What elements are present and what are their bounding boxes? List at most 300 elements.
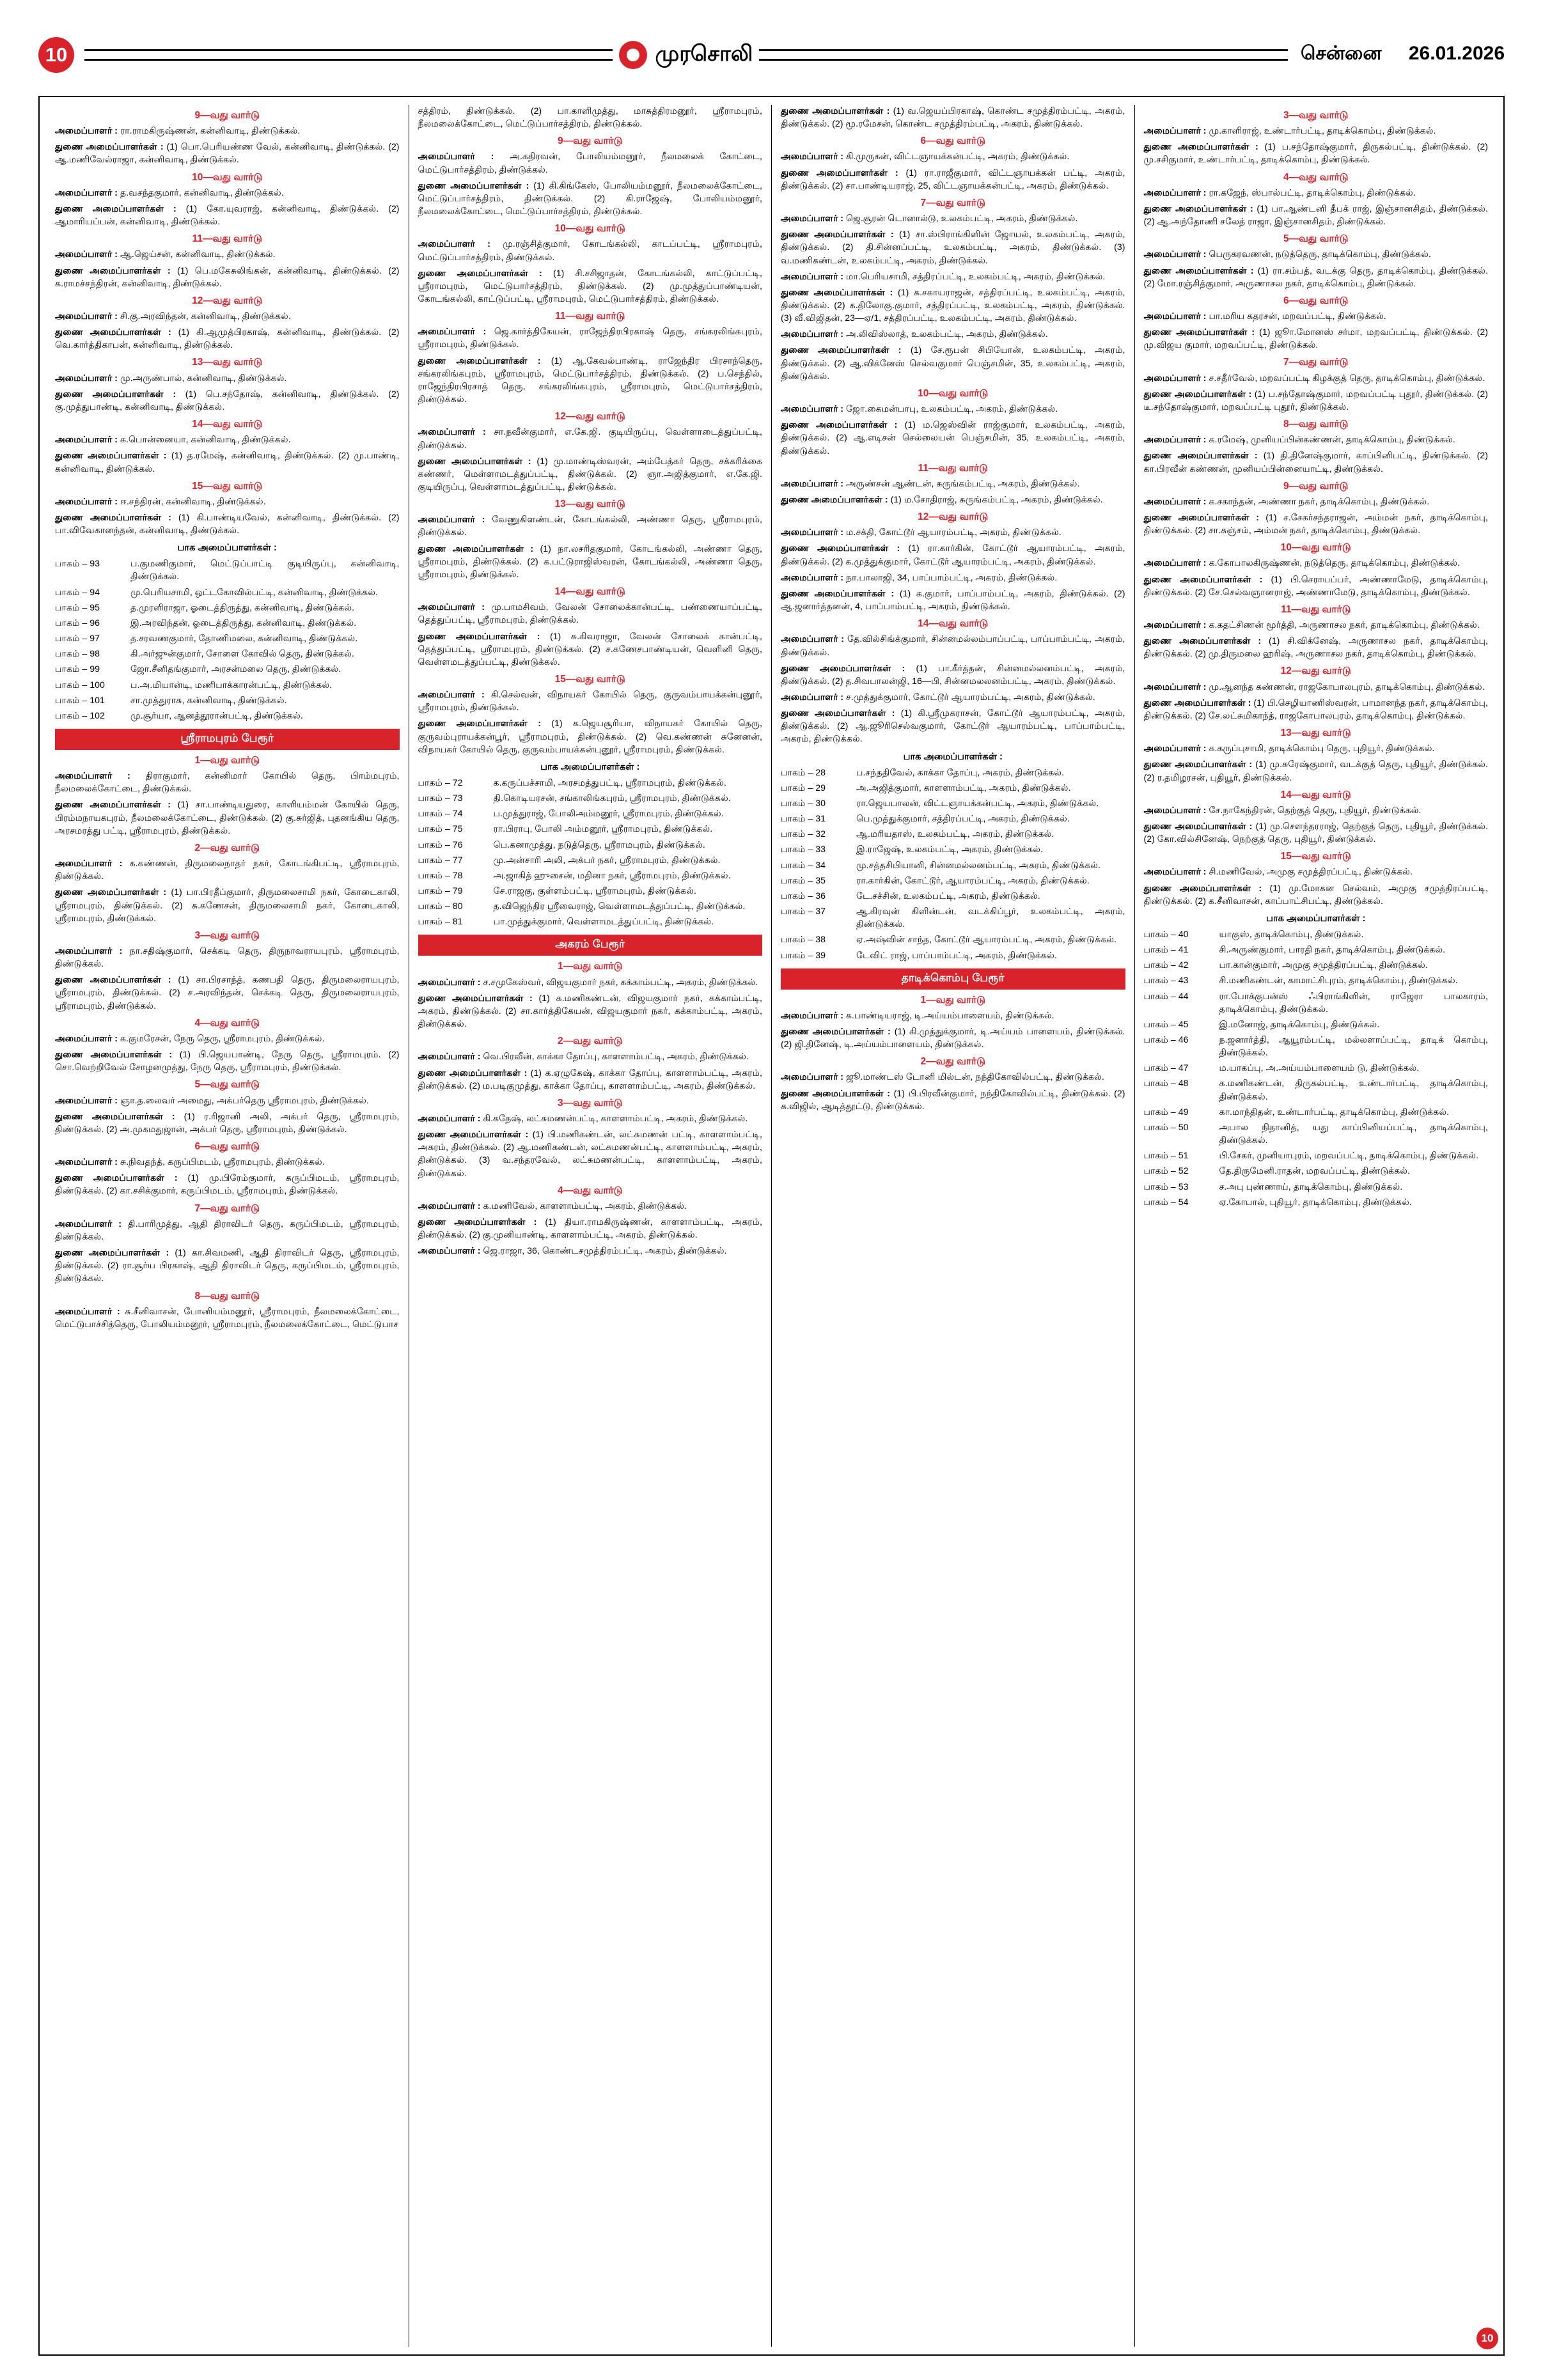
list-item-key: பாகம் – 93 [55,559,100,570]
paragraph: துணை அமைப்பாளர்கள் : (1) த.ரமேஷ், கன்னிவாடி, திண்டுக்கல். (2) மு.பாண்டி, கன்னிவாடி, திண்டுக்கல். [55,451,400,474]
list-item-key: பாகம் – 101 [55,695,105,706]
list-item-value: டே.சச்சின், உலகம்பட்டி, அகரம், திண்டுக்கல். [856,891,1040,901]
list-item-value: யாகுஸ், தாடிக்கொம்பு, திண்டுக்கல். [1219,929,1364,940]
list-item-key: பாகம் – 94 [55,587,100,598]
ward-heading: 4—வது வார்டு [194,1017,260,1029]
list-item-key: பாகம் – 78 [418,870,463,881]
list-item-key: பாகம் – 47 [1143,1063,1189,1074]
list-item [1144,990,1489,1016]
list-item-key: பாகம் – 44 [1143,991,1189,1002]
list-item [781,843,1125,856]
ward-heading: 6—வது வார்டு [1283,295,1349,306]
list-item [418,885,763,898]
paragraph: அமைப்பாளர் : மு.பாமசிவம், வேலன் சோலைக்கான்பட்டி, பண்ணையாப்பட்டி, தெத்துப்பட்டி, ஸ்ரீராமபுரம், திண்டுக்கல். [418,602,762,626]
masthead-rule-right [759,49,1287,61]
ward-heading: 1—வது வார்டு [194,754,260,766]
list-item-key: பாகம் – 99 [55,664,100,675]
list-item [55,710,400,722]
list-item-key: பாகம் – 72 [418,777,463,788]
list-item-value: மு.சூர்யா, ஆனத்தூரான்பட்டி, திண்டுக்கல். [130,710,303,721]
paragraph: துணை அமைப்பாளர்கள் : (1) ப.சந்தோஷ்குமார், மறவப்பட்டி புதூர், திண்டுக்கல். (2) டீ.சந்தோஷ்குமார், மறவப்பட்டி புதூர், திண்டுக்கல். [1143,389,1488,412]
ward-heading: 9—வது வார்டு [194,110,260,121]
paragraph: துணை அமைப்பாளர்கள் : (1) ஆ.கேவல்பாண்டி, ராஜேந்திர பிரசாந்தெரு, சங்கரலிங்கபுரம், ஸ்ரீராமபுரம், மெட்டுபார்சத்திரம், திண்டுக்கல். (2) ப.செந்தில், ராஜேந்திரபிரசாத் தெரு, சங்கரலிங்கபுரம், ஸ்ரீராமபுரம், மெட்டுபார்சத்திரம், திண்டுக்கல். [418,355,762,405]
list-item [418,792,763,805]
list-item [781,813,1125,825]
list-item-value: ப.சந்ததிவேல், காக்கா தோப்பு, அகரம், திண்டுக்கல். [856,767,1065,778]
list-item-key: பாகம் – 49 [1143,1107,1189,1117]
paragraph: துணை அமைப்பாளர்கள் : (1) ரா.சம்பத், வடக்கு தெரு, தாடிக்கொம்பு, திண்டுக்கல். (2) மோ.ரஞ்சித்குமார், அருணாசல நகர், தாடிக்கொம்பு, திண்டுக்கல். [1143,265,1488,289]
paragraph: துணை அமைப்பாளர்கள் : (1) ச.சேகர்சந்தராஜன், அம்மன் நகர், தாடிக்கொம்பு, திண்டுக்கல். (2) சா.சுஞ்சம், அம்மன் நகர், தாடிக்கொம்பு, திண்டுக்கல். [1143,512,1488,536]
list-item [1144,1062,1489,1075]
list-item-value: மு.சத்தசிபியானி, சின்னமல்லனம்பட்டி, அகரம், திண்டுக்கல். [856,860,1100,871]
paragraph: துணை அமைப்பாளர்கள் : (1) கோ.யுவராஜ், கன்னிவாடி, திண்டுக்கல். (2) ஆமாரியப்பன், கன்னிவாடி, திண்டுக்கல். [55,203,400,228]
subsection-heading: பாக அமைப்பாளர்கள் : [1266,913,1366,924]
paragraph: அமைப்பாளர் : அருண்சன் ஆண்டன், சுருங்கம்பட்டி, அகரம், திண்டுக்கல். [781,478,1080,489]
list-item [55,557,400,583]
list-item [55,663,400,676]
ward-heading: 10—வது வார்டு [554,223,625,235]
paragraph: அமைப்பாளர் : ச.சதீர்வேல், மறவப்பட்டி கிழக்குத் தெரு, தாடிக்கொம்பு, திண்டுக்கல். [1143,373,1485,384]
ward-heading: 15—வது வார்டு [1280,851,1351,862]
masthead-rule-left [84,49,613,61]
list-item [781,797,1125,810]
paragraph: அமைப்பாளர் : ஈ.சந்திரன், கன்னிவாடி, திண்டுக்கல். [55,496,266,507]
ward-heading: 11—வது வார்டு [1281,603,1351,615]
list-item-value: கி.அர்ஜுன்குமார், சோளை கோவில் தெரு, திண்டுக்கல். [130,649,354,660]
list-item-key: பாகம் – 34 [781,860,826,871]
ward-heading: 7—வது வார்டு [194,1202,260,1214]
list-item-value: த.விஜெந்திர ஸ்ரீவைராஜ், வெள்ளாமடத்துப்பட்டி, திண்டுக்கல். [493,901,746,912]
paragraph: துணை அமைப்பாளர்கள் : (1) ரா.ராஜீகுமார், விட்டஞாயக்கன் பட்டி, அகரம், திண்டுக்கல். (2) சா.பாண்டியராஜ், 25, விட்டஞாயக்கன்பட்டி, அகரம், திண்டுக்கல். [781,167,1125,191]
list-item-key: பாகம் – 31 [781,814,826,825]
ward-heading: 15—வது வார்டு [554,674,625,685]
paragraph: துணை அமைப்பாளர்கள் : (1) சி.சசிஜாதன், கோடங்கல்லி, காட்டுப்பட்டி, ஸ்ரீராமபுரம், மெட்டுபார்சத்திரம், திண்டுக்கல். (2) மு.முத்துப்பாண்டியன், கோடங்கல்லி, காட்டுப்பட்டி, ஸ்ரீராமபுரம், மெட்டுபார்சத்திரம், திண்டுக்கல். [418,268,763,304]
list-item-key: பாகம் – 98 [55,649,100,660]
ward-heading: 13—வது வார்டு [192,357,263,368]
ward-heading: 8—வது வார்டு [194,1290,260,1302]
paragraph: துணை அமைப்பாளர்கள் : (1) சா.பாண்டியதுரை, காளியம்மன் கோயில் தெரு, பிரம்மநாயகபுரம், நீலமலைக்கோட்டை, திண்டுக்கல். (2) கு.சுர்ஜித், புதனங்கிய தெரு, அரசமரத்து பட்டி, ஸ்ரீராமபுரம், திண்டுக்கல். [55,800,400,836]
paragraph: அமைப்பாளர் : மு.காளிராஜ், உண்டார்பட்டி, தாடிக்கொம்பு, திண்டுக்கல். [1143,126,1436,137]
paragraph: அமைப்பாளர் : க.கதட்சிணன் மூர்த்தி, அருணாசல நகர், தாடிக்கொம்பு, திண்டுக்கல். [1143,620,1480,631]
paragraph: அமைப்பாளர் : வெ.பிரவீன், காக்கா தோப்பு, காளளாம்பட்டி, அகரம், திண்டுக்கல். [418,1052,749,1062]
paragraph: அமைப்பாளர் : சா.நவீன்குமார், எ.கே.ஜி. குடியிருப்பு, வெள்ளாடைத்துப்பட்டி, திண்டுக்கல். [418,427,762,451]
paragraph: அமைப்பாளர் : பெருகரவணன், நடுத்தெரு, தாடிக்கொம்பு, திண்டுக்கல். [1143,249,1431,260]
list-item-value: பா.முத்துக்குமார், வெள்ளாமடத்துப்பட்டி, திண்டுக்கல். [493,917,714,928]
ward-heading: 10—வது வார்டு [918,387,989,399]
paragraph: துணை அமைப்பாளர்கள் : (1) சே.ரூபன் சிபியோன், உலகம்பட்டி, அகரம், திண்டுக்கல். (2) ஆ.விக்னேஸ் செல்வகுமார் பெஞ்சமின், 35, உலகம்பட்டி, அகரம், திண்டுக்கல். [781,345,1125,382]
paragraph: துணை அமைப்பாளர்கள் : (1) மு.சுரேஷ்குமார், வடக்குத் தெரு, புதியூர், திண்டுக்கல். (2) ர.தமிழரசன், புதியூர், திண்டுக்கல். [1143,759,1488,783]
paragraph: துணை அமைப்பாளர்கள் : (1) பெ.மகேசுலிங்கன், கன்னிவாடி, திண்டுக்கல். (2) க.ராமச்சந்திரன், கன்னிவாடி, திண்டுக்கல். [55,265,400,289]
list-item-key: பாகம் – 73 [418,793,463,804]
sun-icon [619,41,647,69]
list-item-value: தே.திருமேனி.ராதன், மறவப்பட்டி, திண்டுக்கல். [1219,1166,1410,1177]
paragraph: அமைப்பாளர் : ஜெ.கார்த்திகேயன், ராஜேந்திரபிரகாஷ் தெரு, சங்கரலிங்கபுரம், ஸ்ரீராமபுரம், திண்டுக்கல். [418,327,762,350]
list-item [55,617,400,630]
paragraph: துணை அமைப்பாளர்கள் : (1) கி.பாண்டியவேல், கன்னிவாடி, திண்டுக்கல். (2) பா.விவேகானந்தன், கன்னிவாடி, திண்டுக்கல். [55,512,400,536]
paragraph: அமைப்பாளர் : ஜூ.மாண்டஸ் டோனி மில்டன், நந்திகோவில்பட்டி, திண்டுக்கல். [781,1072,1104,1083]
paragraph: துணை அமைப்பாளர்கள் : (1) பி.மணிகண்டன், லட்சுமணன் பட்டி, காளளாம்பட்டி, அகரம், திண்டுக்கல். (2) ஆ.மணிகண்டன், லட்சுமணன்பட்டி, காளளாம்பட்டி, அகரம், திண்டுக்கல். (3) வ.சந்தரவேல், லட்சுமணன்பட்டி, காளளாம்பட்டி, அகரம், திண்டுக்கல். [418,1130,762,1179]
list-item [55,679,400,692]
list-item-key: பாகம் – 32 [781,829,826,840]
ward-heading: 12—வது வார்டு [918,511,989,523]
text-column [1134,105,1498,2347]
paragraph: அமைப்பாளர் : அ.லிவிஸ்லாத், உலகம்பட்டி, அகரம், திண்டுக்கல். [781,329,1048,340]
list-item [781,782,1125,795]
paragraph: துணை அமைப்பாளர்கள் : (1) மு.செளந்தரராஜ், தெற்குத் தெரு, புதியூர், திண்டுக்கல். (2) கோ.வில்சினேஷ், நெற்குத் தெரு, புதியூர், திண்டுக்கல். [1143,821,1489,845]
edition-date: 26.01.2026 [1408,43,1505,64]
paragraph: துணை அமைப்பாளர்கள் : (1) க.ஏழுகேஷ், காக்கா தோப்பு, காளளாம்பட்டி, அகரம், திண்டுக்கல். (2) ம.படிகுமுத்து, காக்கா தோப்பு, காளளாம்பட்டி, அகரம், திண்டுக்கல். [418,1068,762,1091]
section-heading-bar: அகரம் பேரூர் [418,935,763,956]
ward-heading: 12—வது வார்டு [192,295,263,306]
list-item-key: பாகம் – 52 [1143,1166,1189,1177]
list-item-key: பாகம் – 48 [1143,1078,1189,1089]
paragraph: அமைப்பாளர் : த.வசந்தகுமார், கன்னிவாடி, திண்டுக்கல். [55,187,284,198]
list-item-key: பாகம் – 46 [1143,1035,1189,1046]
list-item-key: பாகம் – 40 [1143,929,1189,940]
list-item-value: ரா.பிராபு, போலி அம்மனூர், ஸ்ரீராமபுரம், திண்டுக்கல். [493,824,713,835]
ward-heading: 2—வது வார்டு [194,842,260,853]
paragraph: அமைப்பாளர் : கி.முருகன், விட்டஞாயக்கன்பட்டி, அகரம், திண்டுக்கல். [781,152,1070,162]
list-item [55,602,400,614]
paragraph: அமைப்பாளர் : மா.பெரியசாமி, சத்திரப்பட்டி, உலகம்பட்டி, அகரம், திண்டுக்கல். [781,271,1106,282]
list-item-key: பாகம் – 43 [1143,976,1189,986]
list-item-key: பாகம் – 96 [55,618,100,628]
list-item-value: ஜோ.சீனிதங்குமார், அரசன்மலை தெரு, திண்டுக்கல். [130,664,341,675]
paragraph: துணை அமைப்பாளர்கள் : (1) தி.தினேஷ்குமார், காப்பினிபட்டி, திண்டுக்கல். (2) கா.பிரவீன் கண்ணன், முனியப்பின்னையாட்டி, திண்டுக்கல். [1143,451,1488,474]
paragraph: துணை அமைப்பாளர்கள் : (1) சா.ஸ்பிராங்கிளின் ஜோயல், உலகம்பட்டி, அகரம், திண்டுக்கல். (2) தி.சின்னப்பட்டி, உலகம்பட்டி, அகரம், திண்டுக்கல். (3) வ.மணிகண்டன், உலகம்பட்டி, அகரம், திண்டுக்கல். [781,229,1125,266]
list-item-value: இ.ராஜேஷ், உலகம்பட்டி, அகரம், திண்டுக்கல். [856,844,1043,855]
list-item-key: பாகம் – 30 [781,798,826,809]
list-item [1144,1077,1489,1103]
list-item [55,632,400,645]
list-item [418,807,763,820]
list-item [418,854,763,867]
paragraph: துணை அமைப்பாளர்கள் : (1) சு.கிவராஜா, வேலன் சோலைக் கான்பட்டி, தெத்துப்பட்டி, ஸ்ரீராமபுரம், திண்டுக்கல். (2) ச.கணேசபாண்டியன், வெளினி தெரு, வெள்ளமடத்துப்பட்டி, திண்டுக்கல். [418,631,762,667]
ward-heading: 8—வது வார்டு [1283,419,1349,430]
text-column [771,105,1134,2347]
list-item-value: ரா.போக்குபன்ஸ் ஃபிராங்கிளின், ராஜேரா பாலகாரம், தாடிக்கொம்பு, திண்டுக்கல். [1219,991,1488,1015]
list-item-value: ஆ.கிரவுன் கிளின்டன், வடக்கிப்பூர், உலகம்பட்டி, அகரம், திண்டுக்கல். [856,906,1125,930]
list-item [418,900,763,913]
subsection-heading: பாக அமைப்பாளர்கள் : [540,761,640,772]
subsection-heading: பாக அமைப்பாளர்கள் : [177,543,277,554]
list-item [1144,1018,1489,1031]
masthead [38,26,1505,84]
section-heading-bar: தாடிக்கொம்பு பேரூர் [781,968,1125,990]
paragraph: துணை அமைப்பாளர்கள் : (1) ஜூா.மோனஸ் சர்மா, மறவப்பட்டி, திண்டுக்கல். (2) மு.விஜய குமார், மறவப்பட்டி, திண்டுக்கல். [1143,327,1488,351]
list-item-value: இ.அரவிந்தன், ஓடைத்திருத்து, கன்னிவாடி, திண்டுக்கல். [130,618,357,628]
paragraph: அமைப்பாளர் : பா.மரிய கதரசன், மறவப்பட்டி, திண்டுக்கல். [1143,311,1386,322]
paragraph: அமைப்பாளர் : க.பொன்னையா, கன்னிவாடி, திண்டுக்கல். [55,435,291,446]
ward-heading: 5—வது வார்டு [194,1079,260,1091]
list-item-key: பாகம் – 102 [55,710,105,721]
ward-heading: 13—வது வார்டு [554,499,625,510]
paragraph: சத்திரம், திண்டுக்கல். (2) பா.காளிமுத்து, மாசுத்திரமனூர், ஸ்ரீராமபுரம், நீலமலைக்கோட்டை, மெட்டுப்பார்சத்திரம், திண்டுக்கல். [418,106,762,130]
ward-heading: 3—வது வார்டு [194,929,260,941]
list-item [1144,974,1489,987]
paragraph: அமைப்பாளர் : ஜெ.ராஜா, 36, கொண்டசமுத்திரம்பட்டி, அகரம், திண்டுக்கல். [418,1246,727,1257]
paragraph: துணை அமைப்பாளர்கள் : (1) சி.விக்னேஷ், அருணாசல நகர், தாடிக்கொம்பு, திண்டுக்கல். (2) மு.திருமலை ஹரிஷ், அருணாசல நகர், தாடிக்கொம்பு, திண்டுக்கல். [1143,636,1488,660]
paragraph: துணை அமைப்பாளர்கள் : (1) கி.ஆமுத்பிரகாஷ், கன்னிவாடி, திண்டுக்கல். (2) வெ.கார்த்திகாபன், கன்னிவாடி, திண்டுக்கல். [55,327,400,351]
ward-heading: 2—வது வார்டு [557,1036,623,1047]
paragraph: அமைப்பாளர் : வேணுகிளண்டன், கோடங்கல்லி, அண்ணா தெரு, ஸ்ரீராமபுரம், திண்டுக்கல். [418,515,762,538]
paragraph: அமைப்பாளர் : ஞா.த.லைவர் அமைது, அக்பர்தெரு ஸ்ரீராமபுரம், திண்டுக்கல். [55,1095,369,1106]
content-frame [38,96,1505,2356]
paragraph: துணை அமைப்பாளர்கள் : (1) சா.பிரசாந்த், கணபதி தெரு, திருமலைராயபுரம், ஸ்ரீராமபுரம், திண்டுக்கல். (2) ச.அரவிந்தன், செக்கடி தெரு, திருமலைராயபுரம், ஸ்ரீராமபுரம், திண்டுக்கல். [55,975,400,1011]
list-item-key: பாகம் – 39 [781,950,826,961]
paragraph: துணை அமைப்பாளர்கள் : (1) பெ.சந்தோஷ், கன்னிவாடி, திண்டுக்கல். (2) கு.முத்துபாண்டி, கன்னிவாடி, திண்டுக்கல். [55,389,400,412]
text-column [409,105,772,2347]
paragraph: துணை அமைப்பாளர்கள் : (1) கா.சிவமணி, ஆதி திராவிடர் தெரு, ஸ்ரீராமபுரம், திண்டுக்கல். (2) ரா.சூர்ய பிரகாஷ், ஆதி திராவிடர் தெரு, கருப்பிமடம், ஸ்ரீராமபுரம், திண்டுக்கல். [55,1248,400,1284]
list-item [418,823,763,836]
list-item [418,915,763,928]
list-item [1144,1121,1489,1147]
paragraph: துணை அமைப்பாளர்கள் : (1) பி.ஜெயபாண்டி, நேரு தெரு, ஸ்ரீராமபுரம். (2) சொ.வெற்றிவேல் சோழனமுத்து, நேரு தெரு, ஸ்ரீராமபுரம், திண்டுக்கல். [55,1050,400,1073]
list-item [781,905,1125,931]
list-item [1144,1196,1489,1209]
list-item-key: பாகம் – 33 [781,844,826,855]
list-item-value: ரா.ஜெயபாலன், விட்டஞாயக்கன்பட்டி, அகரம், திண்டுக்கல். [856,798,1099,809]
paragraph: அமைப்பாளர் : சு.நிவதந்த், கருப்பிமடம், ஸ்ரீராமபுரம், திண்டுக்கல். [55,1157,325,1168]
paragraph: அமைப்பாளர் : ஜோ.கைமன்பாபு, உலகம்பட்டி, அகரம், திண்டுக்கல். [781,404,1058,415]
list-item-key: பாகம் – 41 [1143,945,1189,956]
list-item-value: ம.யாகப்பு, அ.அய்யம்பாளையம் டு, திண்டுக்கல். [1219,1063,1420,1074]
paragraph: அமைப்பாளர் : சி.மணிவேல், அமுகு சமுத்திரப்பட்டி, திண்டுக்கல். [1143,867,1413,878]
list-item [1144,944,1489,956]
list-item-key: பாகம் – 74 [418,809,463,820]
paragraph: அமைப்பாளர் : ச.சமுகேஸ்வர், விஜயகுமார் நகர், கக்காம்பட்டி, அகரம், திண்டுக்கல். [418,977,758,988]
list-item [781,859,1125,872]
paragraph: அமைப்பாளர் : ச.முத்துக்குமார், கோட்டூர் ஆயாரம்பட்டி, அகரம், திண்டுக்கல். [781,692,1095,703]
list-item [55,586,400,599]
list-item-key: பாகம் – 75 [418,824,463,835]
paragraph: அமைப்பாளர் : சு.சீனிவாசன், போனியம்மனூர், ஸ்ரீராமபுரம், நீலமலைக்கோட்டை, மெட்டுபாச்சித்தெரு, போலியம்மனூர், ஸ்ரீராமபுரம், நீலமலைக்கோட்டை, மெட்டுபாச [55,1306,400,1330]
paragraph: அமைப்பாளர் : க.ரமேஷ், முனியப்பின்கண்ணன், தாடிக்கொம்பு, திண்டுக்கல். [1143,435,1455,446]
paragraph: துணை அமைப்பாளர்கள் : (1) ரா.கார்கின், கோட்டூர் ஆயாரம்பட்டி, அகரம், திண்டுக்கல். (2) க.முத்துக்குமார், கோட்டூர் ஆயாரம்பட்டி, அகரம், திண்டுக்கல். [781,543,1125,567]
edition-city: சென்னை [1300,43,1382,64]
ward-heading: 14—வது வார்டு [1280,789,1351,800]
list-item-value: தி.கொடியரசன், சங்காலிங்கபுரம், ஸ்ரீராமபுரம், திண்டுக்கல். [493,793,731,804]
paragraph: துணை அமைப்பாளர்கள் : (1) க.குமார், பாப்பாம்பட்டி, அகரம், திண்டுக்கல். (2) ஆ.ஜனார்த்தனன், 4, பாப்பாம்பட்டி, அகரம், திண்டுக்கல். [781,588,1125,612]
list-item-key: பாகம் – 42 [1143,960,1189,971]
list-item-value: பெ.கனாமுத்து, நடுத்தெரு, ஸ்ரீராமபுரம், திண்டுக்கல். [493,839,705,850]
paragraph: அமைப்பாளர் : நா.பாலாஜி, 34, பாப்பாம்பட்டி, அகரம், திண்டுக்கல். [781,572,1058,583]
paragraph: துணை அமைப்பாளர்கள் : (1) க.மணிகண்டன், விஜயகுமார் நகர், கக்காம்பட்டி, அகரம், திண்டுக்கல். (2) சா.கார்த்திகேயன், விஜயகுமார் நகர், கக்காம்பட்டி, அகரம், திண்டுக்கல். [418,993,762,1030]
ward-heading: 10—வது வார்டு [1280,542,1351,554]
list-item-value: ஆ.மரியதாஸ், உலகம்பட்டி, அகரம், திண்டுக்கல். [856,829,1054,840]
paragraph: அமைப்பாளர் : சி.கு.அரவிந்தன், கன்னிவாடி, திண்டுக்கல். [55,311,291,322]
list-item-value: த.முரளிராஜா, ஓடைத்திருத்து, கன்னிவாடி, திண்டுக்கல். [130,602,355,613]
paragraph: துணை அமைப்பாளர்கள் : (1) நா.லசரிதகுமார், கோடங்கல்லி, அண்ணா தெரு, ஸ்ரீராமபுரம், திண்டுக்கல். (2) க.பட்டுராஜிஸ்வரன், கோடங்கல்லி, அண்ணா தெரு, ஸ்ரீராமபுரம், திண்டுக்கல். [418,543,762,580]
paragraph: துணை அமைப்பாளர்கள் : (1) மு.மோகன செல்வம், அமுகு சமுத்திரப்பட்டி, திண்டுக்கல். (2) க.சீனிவாசன், காப்பாட்சிபட்டி, திண்டுக்கல். [1143,883,1488,906]
ward-heading: 6—வது வார்டு [920,136,986,147]
paragraph: துணை அமைப்பாளர்கள் : (1) தியா.ராமகிருஷ்ணன், காளளாம்பட்டி, அகரம், திண்டுக்கல். (2) கு.முனியாண்டி, காளளாம்பட்டி, அகரம், திண்டுக்கல். [418,1217,762,1241]
ward-heading: 3—வது வார்டு [1283,110,1349,121]
paragraph: துணை அமைப்பாளர்கள் : (1) வ.ஜெயப்பிரகாஷ், கொண்ட சமுத்திரம்பட்டி, அகரம், திண்டுக்கல். (2) மூ.ரமேசன், கொண்ட சமுத்திரம்பட்டி, அகரம், திண்டுக்கல். [781,106,1125,130]
list-item-value: பா.கான்குமார், அமுகு சமுத்திரப்பட்டி, திண்டுக்கல். [1219,960,1428,971]
ward-heading: 12—வது வார்டு [554,411,625,423]
list-item-key: பாகம் – 54 [1143,1197,1189,1208]
list-item [55,694,400,707]
list-item-value: ப.அ.மியான்டி, மணிபாக்காரன்பட்டி, திண்டுக்கல். [130,680,333,690]
ward-heading: 9—வது வார்டு [1283,480,1349,492]
paragraph: துணை அமைப்பாளர்கள் : (1) ம.ஜெஸ்வின் ராஜ்குமார், உலகம்பட்டி, அகரம், திண்டுக்கல். (2) ஆ.எடிசன் செல்லையன் பெஞ்சமின், 35, உலகம்பட்டி, அகரம், திண்டுக்கல். [781,420,1125,456]
list-item [1144,959,1489,972]
list-item [1144,1181,1489,1194]
paragraph: அமைப்பாளர் : க.சகாந்தன், அண்ணா நகர், தாடிக்கொம்பு, திண்டுக்கல். [1143,496,1430,507]
list-item [781,828,1125,841]
edition-info [1301,43,1505,67]
list-item-value: மு.பெரியசாமி, ஒட்டகோவில்பட்டி, கன்னிவாடி, திண்டுக்கல். [130,587,378,598]
list-item [781,766,1125,779]
list-item-key: பாகம் – 50 [1143,1122,1189,1133]
paragraph: அமைப்பாளர் : அ.கதிரவன், போலியம்மனூர், நீலமலைக் கோட்டை, மெட்டுபார்சத்திரம், திண்டுக்கல். [418,152,762,175]
ward-heading: 3—வது வார்டு [557,1097,623,1108]
paragraph: துணை அமைப்பாளர்கள் : (1) பொ.பெரியண்ண வேல், கன்னிவாடி, திண்டுக்கல். (2) ஆ.மணிவேல்ராஜா, கன்னிவாடி, திண்டுக்கல். [55,142,400,166]
list-item [1144,1034,1489,1059]
paragraph: அமைப்பாளர் : மு.ரஞ்சித்குமார், கோடங்கல்லி, காடப்பட்டி, ஸ்ரீராமபுரம், மெட்டுப்பார்சத்திரம், திண்டுக்கல். [418,239,762,263]
footer-page-badge: 10 [1476,2328,1498,2349]
list-item-value: சி.மணிகண்டன், காமாட்சிபுரம், தாடிக்கொம்பு, திண்டுக்கல். [1219,976,1458,986]
list-item-value: சே.ராஜகு, குள்ளம்பட்டி, ஸ்ரீராமபுரம், திண்டுக்கல். [493,886,696,897]
subsection-heading: பாக அமைப்பாளர்கள் : [903,751,1003,762]
list-item-key: பாகம் – 81 [418,917,463,928]
list-item [418,839,763,852]
paragraph: அமைப்பாளர் : கி.செல்வன், விநாயகர் கோயில் தெரு, குருவம்பாயக்கன்புனூர், ஸ்ரீராமபுரம், திண்டுக்கல். [418,690,762,713]
paragraph: துணை அமைப்பாளர்கள் : (1) கி.முத்துக்குமார், டி.அய்யம் பாளையம், திண்டுக்கல். (2) ஜி.தினேஷ், டி.அய்யம்பாளையம், திண்டுக்கல். [781,1026,1125,1050]
list-item [55,648,400,660]
list-item-key: பாகம் – 38 [781,935,826,945]
paragraph: அமைப்பாளர் : சே.நாகேந்திரன், தெற்குத் தெரு, புதியூர், திண்டுக்கல். [1143,805,1422,816]
list-item-value: அ.ஜாகித் ஹுசைன், மதினா நகர், ஸ்ரீராமபுரம், திண்டுக்கல். [493,870,731,881]
list-item-key: பாகம் – 28 [781,767,826,778]
list-item-key: பாகம் – 51 [1143,1151,1189,1162]
paragraph: அமைப்பாளர் : க.குமரேசன், நேரு தெரு, ஸ்ரீராமபுரம், திண்டுக்கல். [55,1033,325,1044]
ward-heading: 9—வது வார்டு [557,136,623,147]
paragraph: அமைப்பாளர் : கி.கதேஷ், லட்சுமணன்பட்டி, காளளாம்பட்டி, அகரம், திண்டுக்கல். [418,1114,748,1124]
list-item-key: பாகம் – 36 [781,891,826,901]
paragraph: துணை அமைப்பாளர்கள் : (1) பா.ஆண்டனி தீபக் ராஜ், இஞ்சானசிதம், திண்டுக்கல். (2) ஆ.அந்தோணி சலேத் ராஜா, இஞ்சானசிதம், திண்டுக்கல். [1143,203,1488,228]
list-item-value: சா.முத்துராசு, கன்னிவாடி, திண்டுக்கல். [130,695,287,706]
list-item-key: பாகம் – 53 [1143,1181,1189,1192]
list-item-key: பாகம் – 29 [781,782,826,793]
list-item [418,777,763,789]
paragraph: துணை அமைப்பாளர்கள் : (1) க.ஜெயசூரியா, விநாயகர் கோயில் தெரு, குருவம்புராயக்கன்பூர், ஸ்ரீராமபுரம், திண்டுக்கல். (2) வெ.கண்ணன் சுனேனன், விநாயகர் கோயில் தெரு, குருவம்பாயக்கன்புனூர், ஸ்ரீராமபுரம், திண்டுக்கல். [418,719,762,755]
column-container [46,105,1497,2347]
list-item [1144,1106,1489,1119]
ward-heading: 14—வது வார்டு [554,586,625,598]
ward-heading: 13—வது வார்டு [1280,727,1351,739]
ward-heading: 5—வது வார்டு [1283,233,1349,245]
ward-heading: 10—வது வார்டு [192,171,263,183]
paragraph: துணை அமைப்பாளர்கள் : (1) மு.பிரேம்குமார், கருப்பிமடம், ஸ்ரீராமபுரம், திண்டுக்கல். (2) கா.சசிக்குமார், கருப்பிமடம், ஸ்ரீராமபுரம், திண்டுக்கல். [55,1173,400,1197]
list-item-value: ச.அபு புண்ணாய், தாடிக்கொம்பு, திண்டுக்கல். [1219,1181,1403,1192]
list-item [1144,1165,1489,1178]
list-item-value: க.கருப்பச்சாமி, அரசமத்துபட்டி, ஸ்ரீராமபுரம், திண்டுக்கல். [493,777,726,788]
list-item-value: கா.மாந்திதன், உண்டார்பட்டி, தாடிக்கொம்பு, திண்டுக்கல். [1219,1107,1450,1117]
paragraph: அமைப்பாளர் : தே.வில்சிங்க்குமார், சின்னமல்லம்பாப்பட்டி, பாப்பாம்பட்டி, அகரம், திண்டுக்கல். [781,634,1125,658]
list-item-key: பாகம் – 45 [1143,1019,1189,1030]
list-item-value: சி.அருண்குமார், பாரதி நகர், தாடிக்கொம்பு, திண்டுக்கல். [1219,945,1446,956]
list-item-key: பாகம் – 97 [55,634,100,644]
paragraph: அமைப்பாளர் : க.கோபாலகிருஷ்ணன், நடுத்தெரு, தாடிக்கொம்பு, திண்டுக்கல். [1143,558,1461,569]
list-item-key: பாகம் – 37 [781,906,826,917]
paragraph: துணை அமைப்பாளர்கள் : (1) மு.மாண்டிஸ்வரன், அம்பேத்கர் தெரு, சக்கரிக்கை கண்ணர், மெள்ளாமடத்துப்பட்டி, திண்டுக்கல். (2) ஞா.அஜித்குமார், எ.கே.ஜி. குடியிருப்பு, வெள்ளாமடத்துப்பட்டி, திண்டுக்கல். [418,456,762,492]
ward-heading: 14—வது வார்டு [918,618,989,630]
ward-heading: 7—வது வார்டு [1283,357,1349,368]
paragraph: அமைப்பாளர் : க.மணிவேல், காளளாம்பட்டி, அகரம், திண்டுக்கல். [418,1201,687,1211]
list-item-value: அபால நிதானித், யது காப்பினியப்பட்டி, தாடிக்கொம்பு, திண்டுக்கல். [1219,1122,1488,1146]
paragraph: துணை அமைப்பாளர்கள் : (1) க.சகாயராஜன், சத்திரப்பட்டி, உலகம்பட்டி, அகரம், திண்டுக்கல். (2) க.திலோகு.குமார், சத்திரப்பட்டி, உலகம்பட்டி, அகரம், திண்டுக்கல். (3) வீ.விஜிதன், 23—ஏ/1, சத்திரப்பட்டி, உலகம்பட்டி, அகரம், திண்டுக்கல். [781,287,1125,324]
paragraph: துணை அமைப்பாளர்கள் : (1) பா.கீர்த்தன், சின்னமல்லனம்பட்டி, அகரம், திண்டுக்கல். (2) த.சிவபாலன்ஜி, 16—பி, சின்னமலலனம்பட்டி, அகரம், திண்டுக்கல். [781,663,1125,687]
text-column [46,105,409,2347]
list-item-key: பாகம் – 80 [418,901,463,912]
ward-heading: 2—வது வார்டு [920,1056,986,1068]
page-number-badge: 10 [38,37,74,73]
paragraph: அமைப்பாளர் : மு.அருண்பால், கன்னிவாடி, திண்டுக்கல். [55,373,287,384]
list-item-value: ரா.கார்கின், கோட்டூர், ஆயாரம்பட்டி, அகரம், திண்டுக்கல். [856,875,1090,886]
paragraph: துணை அமைப்பாளர்கள் : (1) ப.சந்தோஷ்குமார், திருகல்பட்டி, திண்டுக்கல். (2) மு.சசிகுமார், உண்டார்பட்டி, தாடிக்கொம்பு, திண்டுக்கல். [1143,142,1488,166]
list-item-key: பாகம் – 79 [418,886,463,897]
paragraph: அமைப்பாளர் : ரா.ராமகிருஷ்ணன், கன்னிவாடி, திண்டுக்கல். [55,126,301,137]
list-item-value: டேவிட் ராஜ், பாப்பாம்பட்டி, அகரம், திண்டுக்கல். [856,950,1057,961]
list-item-value: த.சரவணகுமார், தோணிமலை, கன்னிவாடி, திண்டுக்கல். [130,634,358,644]
paragraph: துணை அமைப்பாளர்கள் : (1) பி.செழியாணிஸ்வரன், பாமானந்த நகர், தாடிக்கொம்பு, திண்டுக்கல். (2) சே.லட்சுமிகாந்த், ராஜகோபாலபுரம், தாடிக்கொம்பு, திண்டுக்கல். [1143,697,1488,721]
list-item [781,890,1125,903]
list-item-key: பாகம் – 100 [55,680,105,690]
list-item [781,949,1125,962]
paragraph: துணை அமைப்பாளர்கள் : (1) பா.பிரதீப்குமார், திருமலைசாமி நகர், கோடைகாலி, ஸ்ரீராமபுரம், திண்டுக்கல். (2) சு.கணேசன், திருமலைசாமி நகர், கோடைகாலி, ஸ்ரீராமபுரம், திண்டுக்கல். [55,887,400,924]
list-item-key: பாகம் – 35 [781,875,826,886]
ward-heading: 7—வது வார்டு [920,197,986,208]
list-item [1144,1149,1489,1162]
list-item-value: ந.ஜனார்த்தி, ஆயூரம்பட்டி, மல்லளாப்பட்டி, தாடிக் கொம்பு, திண்டுக்கல். [1219,1035,1488,1059]
paragraph: துணை அமைப்பாளர்கள் : (1) கி.கிங்கேஸ், போலியம்மனூர், நீலமலைக்கோட்டை, மெட்டுப்பார்சத்திரம், திண்டுக்கல். (2) கி.ராஜேஷ், போலியம்மனூர், நீலமலைக்கோட்டை, மெட்டுப்பார்சத்திரம், திண்டுக்கல். [418,180,762,217]
paragraph: அமைப்பாளர் : க.கண்ணன், திருமலைநாதர் நகர், கோடங்கிபட்டி, ஸ்ரீராமபுரம், திண்டுக்கல். [55,859,400,882]
section-heading-bar: ஸ்ரீராமபுரம் பேரூர் [55,729,400,750]
paragraph: அமைப்பாளர் : திராகுமார், கன்னிமார் கோயில் தெரு, பிாம்மபுரம், நீலமலைக்கோட்டை, திண்டுக்கல். [55,771,400,795]
publication-logo [619,41,753,69]
ward-heading: 12—வது வார்டு [1280,665,1351,677]
list-item-value: பெ.முத்துக்குமார், சத்திரப்பட்டி, அகரம், திண்டுக்கல். [856,814,1070,825]
ward-heading: 11—வது வார்டு [192,233,262,245]
list-item-value: இ.மனோஜ், தாடிக்கொம்பு, திண்டுக்கல். [1219,1019,1380,1030]
paragraph: அமைப்பாளர் : ஆ.ஜெய்சன், கன்னிவாடி, திண்டுக்கல். [55,249,276,260]
list-item [781,875,1125,887]
paragraph: அமைப்பாளர் : ம.சக்தி, கோட்டூர் ஆயாரம்பட்டி, அகரம், திண்டுக்கல். [781,527,1061,538]
list-item-value: அ.அஜித்குமார், காளளாம்பட்டி, அகரம், திண்டுக்கல். [856,782,1071,793]
paragraph: அமைப்பாளர் : க.கருப்புசாமி, தாடிக்கொம்பு தெரு, புதியூர், திண்டுக்கல். [1143,743,1435,754]
ward-heading: 4—வது வார்டு [1283,171,1349,183]
list-item-value: ஏ.அஷ்வின் சாந்த, கோட்டூர் ஆயாரம்பட்டி, அகரம், திண்டுக்கல். [856,935,1116,945]
ward-heading: 1—வது வார்டு [557,961,623,972]
paragraph: துணை அமைப்பாளர்கள் : (1) பி.செராயப்பர், அண்ணாமேடு, தாடிக்கொம்பு, திண்டுக்கல். (2) சே.செல்வஞானராஜ், அண்ணாமேடு, தாடிக்கொம்பு, திண்டுக்கல். [1143,574,1488,598]
paragraph: துணை அமைப்பாளர்கள் : (1) பி.பிரவீன்குமார், நந்திகோவில்பட்டி, திண்டுக்கல். (2) க.விஜில், ஆடித்தூட்டு, திண்டுக்கல். [781,1088,1125,1112]
list-item-key: பாகம் – 95 [55,602,100,613]
publication-title: முரசொலி [655,41,753,66]
paragraph: அமைப்பாளர் : தி.பாரிமுத்து, ஆதி திராவிடர் தெரு, கருப்பிமடம், ஸ்ரீராமபுரம், திண்டுக்கல். [55,1218,400,1242]
paragraph: அமைப்பாளர் : க.பாண்டியராஜ், டி.அய்யம்பாளையம், திண்டுக்கல். [781,1010,1054,1021]
ward-heading: 11—வது வார்டு [555,311,625,322]
list-item-value: ப.குமணிகுமார், மெட்டுப்பாட்டி குடியிருப்பு, கன்னிவாடி, திண்டுக்கல். [130,559,400,582]
ward-heading: 14—வது வார்டு [192,419,263,430]
ward-heading: 1—வது வார்டு [920,994,986,1006]
paragraph: துணை அமைப்பாளர்கள் : (1) கி.ஸ்ரீமுகராசன், கோட்டூர் ஆயாரம்பட்டி, அகரம், திண்டுக்கல். (2) ஆ.ஜூரிசெல்வகுமார், கோட்டூர் ஆயாரம்பட்டி, பாப்பாம்பட்டி, அகரம், திண்டுக்கல். [781,708,1125,745]
paragraph: துணை அமைப்பாளர்கள் : (1) ர.ரிஜானி அலி, அக்பர் தெரு, ஸ்ரீராமபுரம், திண்டுக்கல். (2) அ.முகமதுஜான், அக்பர் தெரு, ஸ்ரீராமபுரம், திண்டுக்கல். [55,1111,400,1135]
list-item-value: பி.சேகர், முனியாபுரம், மறவப்பட்டி, தாடிக்கொம்பு, திண்டுக்கல். [1219,1151,1479,1162]
paragraph: அமைப்பாளர் : ரா.கஜேந், ஸ்பால்பட்டி, தாடிக்கொம்பு, திண்டுக்கல். [1143,187,1416,198]
ward-heading: 15—வது வார்டு [192,480,263,492]
